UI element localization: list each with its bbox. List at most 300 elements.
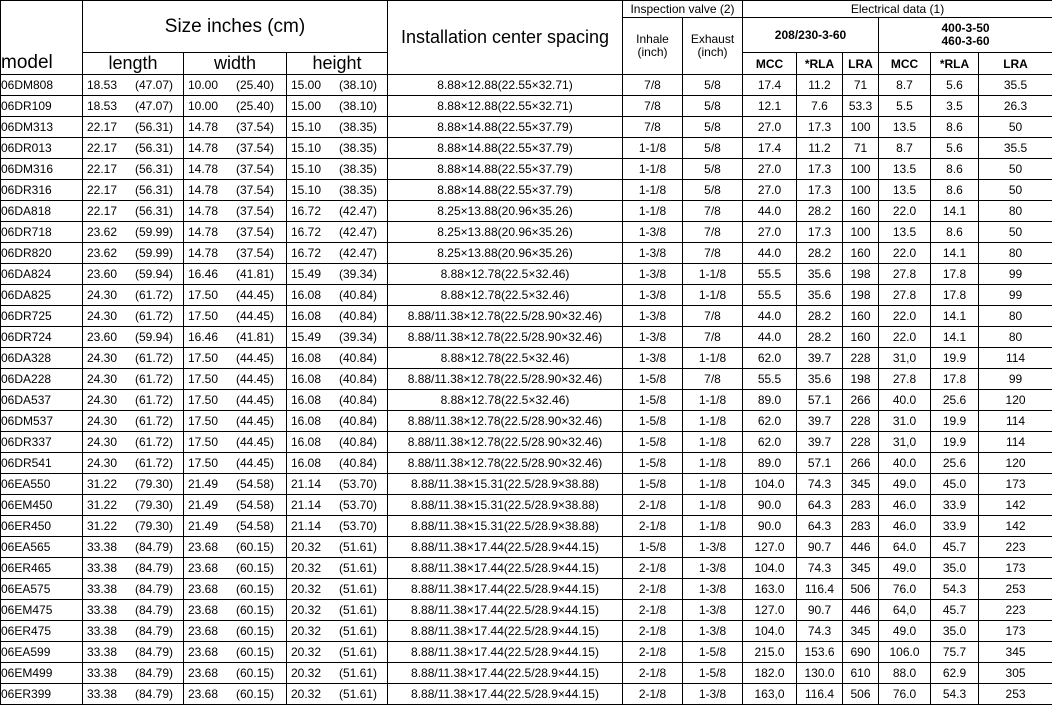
cell-model: 06DR337 (1, 432, 83, 453)
cell-lra-2: 173 (979, 558, 1052, 579)
cell-length (83, 348, 184, 369)
cell-model: 06ER465 (1, 558, 83, 579)
cell-length-inches: 24.30 (83, 370, 127, 388)
cell-exhaust: 1-3/8 (683, 558, 743, 579)
cell-rla-1: 7.6 (797, 96, 843, 117)
cell-model: 06EM499 (1, 663, 83, 684)
cell-rla-2: 35.0 (931, 558, 979, 579)
cell-mcc-1: 17.4 (743, 138, 797, 159)
cell-spacing: 8.88×14.88(22.55×37.79) (388, 117, 623, 138)
cell-spacing: 8.88/11.38×17.44(22.5/28.9×44.15) (388, 642, 623, 663)
table-row (1, 348, 1052, 369)
cell-length-inches: 23.60 (83, 328, 127, 346)
cell-mcc-2: 31,0 (879, 432, 931, 453)
cell-rla-1: 90.7 (797, 537, 843, 558)
cell-mcc-1: 104.0 (743, 558, 797, 579)
cell-length-inches: 23.60 (83, 265, 127, 283)
header-installation: Installation center spacing (388, 1, 623, 75)
cell-width (184, 390, 287, 411)
cell-rla-1: 153.6 (797, 642, 843, 663)
cell-model: 06DR541 (1, 453, 83, 474)
cell-length-inches: 23.62 (83, 244, 127, 262)
cell-inhale: 1-1/8 (623, 201, 683, 222)
cell-length-inches: 22.17 (83, 160, 127, 178)
cell-width-cm: (44.45) (228, 454, 274, 472)
cell-width-inches: 17.50 (184, 370, 228, 388)
cell-width-cm: (44.45) (228, 286, 274, 304)
cell-width-inches: 17.50 (184, 307, 228, 325)
cell-mcc-1: 27.0 (743, 180, 797, 201)
cell-spacing: 8.88×14.88(22.55×37.79) (388, 138, 623, 159)
cell-rla-2: 8.6 (931, 117, 979, 138)
table-row (1, 621, 1052, 642)
cell-inhale: 2-1/8 (623, 579, 683, 600)
cell-mcc-2: 46.0 (879, 495, 931, 516)
cell-length-cm: (56.31) (127, 181, 173, 199)
cell-spacing: 8.88/11.38×12.78(22.5/28.90×32.46) (388, 453, 623, 474)
cell-inhale: 1-1/8 (623, 180, 683, 201)
cell-lra-2: 253 (979, 684, 1052, 705)
cell-spacing: 8.88/11.38×12.78(22.5/28.90×32.46) (388, 411, 623, 432)
cell-lra-2: 142 (979, 516, 1052, 537)
cell-width (184, 495, 287, 516)
cell-model: 06DR316 (1, 180, 83, 201)
cell-length-cm: (84.79) (127, 601, 173, 619)
cell-width (184, 621, 287, 642)
cell-length-inches: 18.53 (83, 76, 127, 94)
cell-exhaust: 1-1/8 (683, 411, 743, 432)
cell-height-inches: 16.08 (287, 391, 331, 409)
cell-spacing: 8.88×12.78(22.5×32.46) (388, 390, 623, 411)
cell-rla-1: 57.1 (797, 453, 843, 474)
cell-rla-1: 116.4 (797, 684, 843, 705)
cell-exhaust: 1-1/8 (683, 474, 743, 495)
cell-width-inches: 21.49 (184, 517, 228, 535)
cell-width-inches: 23.68 (184, 664, 228, 682)
cell-length-cm: (56.31) (127, 202, 173, 220)
cell-exhaust: 5/8 (683, 159, 743, 180)
cell-width (184, 516, 287, 537)
cell-rla-2: 5.6 (931, 75, 979, 96)
cell-rla-1: 39.7 (797, 432, 843, 453)
cell-height-inches: 15.49 (287, 265, 331, 283)
header-electrical: Electrical data (1) (743, 1, 1052, 18)
cell-rla-1: 11.2 (797, 138, 843, 159)
cell-height (287, 285, 388, 306)
cell-width-cm: (60.15) (228, 538, 274, 556)
cell-height (287, 369, 388, 390)
cell-rla-2: 19.9 (931, 411, 979, 432)
cell-width (184, 306, 287, 327)
cell-rla-2: 62.9 (931, 663, 979, 684)
cell-rla-1: 64.3 (797, 516, 843, 537)
cell-rla-2: 17.8 (931, 285, 979, 306)
cell-height (287, 684, 388, 705)
cell-inhale: 2-1/8 (623, 663, 683, 684)
cell-height-cm: (42.47) (331, 223, 377, 241)
cell-width-cm: (60.15) (228, 622, 274, 640)
cell-width-inches: 14.78 (184, 160, 228, 178)
cell-width-inches: 17.50 (184, 412, 228, 430)
cell-model: 06DR013 (1, 138, 83, 159)
cell-width-inches: 10.00 (184, 76, 228, 94)
cell-length-inches: 33.38 (83, 580, 127, 598)
cell-inhale: 2-1/8 (623, 621, 683, 642)
cell-width-cm: (44.45) (228, 412, 274, 430)
cell-lra-2: 305 (979, 663, 1052, 684)
cell-lra-1: 160 (843, 327, 879, 348)
cell-inhale: 1-1/8 (623, 159, 683, 180)
cell-spacing: 8.88/11.38×12.78(22.5/28.90×32.46) (388, 327, 623, 348)
cell-rla-1: 28.2 (797, 327, 843, 348)
cell-model: 06DM316 (1, 159, 83, 180)
cell-mcc-2: 88.0 (879, 663, 931, 684)
cell-length (83, 579, 184, 600)
cell-width-inches: 17.50 (184, 349, 228, 367)
cell-rla-2: 17.8 (931, 369, 979, 390)
cell-rla-1: 17.3 (797, 159, 843, 180)
cell-spacing: 8.88/11.38×12.78(22.5/28.90×32.46) (388, 306, 623, 327)
cell-height-inches: 16.08 (287, 412, 331, 430)
cell-exhaust: 7/8 (683, 306, 743, 327)
cell-model: 06EA565 (1, 537, 83, 558)
cell-rla-2: 8.6 (931, 222, 979, 243)
cell-width-inches: 17.50 (184, 454, 228, 472)
table-row (1, 285, 1052, 306)
cell-mcc-1: 163.0 (743, 579, 797, 600)
cell-width (184, 96, 287, 117)
table-row (1, 600, 1052, 621)
cell-height-cm: (51.61) (331, 643, 377, 661)
cell-inhale: 2-1/8 (623, 600, 683, 621)
header-model: model (1, 1, 83, 75)
header-height: height (287, 53, 388, 75)
cell-mcc-1: 44.0 (743, 327, 797, 348)
cell-length (83, 495, 184, 516)
cell-length-cm: (56.31) (127, 160, 173, 178)
cell-exhaust: 5/8 (683, 138, 743, 159)
cell-width-cm: (54.58) (228, 475, 274, 493)
cell-length-cm: (47.07) (127, 97, 173, 115)
cell-model: 06DA824 (1, 264, 83, 285)
cell-height-cm: (38.35) (331, 160, 377, 178)
cell-length (83, 306, 184, 327)
cell-exhaust: 7/8 (683, 222, 743, 243)
cell-width-cm: (60.15) (228, 685, 274, 703)
cell-length-cm: (59.94) (127, 328, 173, 346)
cell-width-inches: 14.78 (184, 223, 228, 241)
cell-width-cm: (44.45) (228, 391, 274, 409)
cell-width (184, 432, 287, 453)
cell-width (184, 285, 287, 306)
cell-lra-2: 35.5 (979, 138, 1052, 159)
cell-exhaust: 1-3/8 (683, 684, 743, 705)
cell-model: 06DA825 (1, 285, 83, 306)
cell-length-cm: (59.94) (127, 265, 173, 283)
cell-inhale: 1-5/8 (623, 474, 683, 495)
cell-height-inches: 16.08 (287, 286, 331, 304)
cell-rla-1: 39.7 (797, 411, 843, 432)
cell-length (83, 474, 184, 495)
cell-lra-2: 80 (979, 201, 1052, 222)
cell-width (184, 75, 287, 96)
cell-spacing: 8.88×12.78(22.5×32.46) (388, 285, 623, 306)
cell-exhaust: 1-1/8 (683, 285, 743, 306)
cell-lra-1: 690 (843, 642, 879, 663)
cell-inhale: 2-1/8 (623, 516, 683, 537)
cell-inhale: 1-5/8 (623, 453, 683, 474)
cell-width (184, 159, 287, 180)
cell-length-inches: 22.17 (83, 118, 127, 136)
cell-width (184, 369, 287, 390)
cell-exhaust: 1-1/8 (683, 264, 743, 285)
cell-length (83, 390, 184, 411)
cell-lra-2: 345 (979, 642, 1052, 663)
cell-height (287, 495, 388, 516)
cell-rla-2: 25.6 (931, 390, 979, 411)
cell-length (83, 285, 184, 306)
cell-height-cm: (39.34) (331, 265, 377, 283)
header-width: width (184, 53, 287, 75)
header-inhale: Inhale (inch) (623, 18, 683, 75)
cell-rla-1: 57.1 (797, 390, 843, 411)
cell-mcc-2: 8.7 (879, 75, 931, 96)
cell-length-inches: 23.62 (83, 223, 127, 241)
cell-mcc-1: 104.0 (743, 621, 797, 642)
cell-mcc-2: 5.5 (879, 96, 931, 117)
cell-length (83, 138, 184, 159)
cell-width-inches: 23.68 (184, 601, 228, 619)
cell-exhaust: 1-1/8 (683, 495, 743, 516)
cell-height-cm: (42.47) (331, 244, 377, 262)
cell-length-inches: 31.22 (83, 475, 127, 493)
cell-model: 06DA328 (1, 348, 83, 369)
cell-height (287, 516, 388, 537)
cell-lra-2: 173 (979, 474, 1052, 495)
cell-length-inches: 24.30 (83, 454, 127, 472)
cell-mcc-2: 27.8 (879, 369, 931, 390)
cell-width (184, 474, 287, 495)
cell-width-cm: (37.54) (228, 223, 274, 241)
cell-mcc-2: 31.0 (879, 411, 931, 432)
cell-rla-2: 14.1 (931, 327, 979, 348)
cell-height-cm: (38.35) (331, 181, 377, 199)
cell-rla-2: 45.7 (931, 600, 979, 621)
cell-rla-2: 33.9 (931, 516, 979, 537)
cell-rla-1: 116.4 (797, 579, 843, 600)
cell-exhaust: 7/8 (683, 243, 743, 264)
cell-rla-2: 17.8 (931, 264, 979, 285)
cell-rla-2: 5.6 (931, 138, 979, 159)
cell-exhaust: 1-5/8 (683, 642, 743, 663)
cell-mcc-2: 22.0 (879, 327, 931, 348)
cell-length-cm: (61.72) (127, 391, 173, 409)
cell-length-inches: 22.17 (83, 181, 127, 199)
header-lra-2: LRA (979, 53, 1052, 75)
cell-inhale: 1-3/8 (623, 348, 683, 369)
cell-length-cm: (84.79) (127, 538, 173, 556)
cell-lra-2: 99 (979, 264, 1052, 285)
cell-lra-2: 223 (979, 537, 1052, 558)
cell-lra-1: 446 (843, 600, 879, 621)
cell-width (184, 180, 287, 201)
cell-height-inches: 15.10 (287, 181, 331, 199)
cell-height (287, 390, 388, 411)
cell-spacing: 8.25×13.88(20.96×35.26) (388, 243, 623, 264)
cell-rla-2: 14.1 (931, 201, 979, 222)
cell-width (184, 600, 287, 621)
cell-height-inches: 20.32 (287, 601, 331, 619)
cell-length-inches: 33.38 (83, 643, 127, 661)
cell-width-inches: 17.50 (184, 391, 228, 409)
cell-length (83, 96, 184, 117)
cell-lra-2: 173 (979, 621, 1052, 642)
cell-width (184, 201, 287, 222)
cell-rla-2: 19.9 (931, 348, 979, 369)
cell-lra-1: 71 (843, 75, 879, 96)
cell-exhaust: 7/8 (683, 327, 743, 348)
cell-width (184, 411, 287, 432)
cell-width-inches: 14.78 (184, 181, 228, 199)
cell-mcc-2: 49.0 (879, 558, 931, 579)
cell-exhaust: 1-3/8 (683, 621, 743, 642)
cell-inhale: 1-5/8 (623, 537, 683, 558)
cell-height-inches: 20.32 (287, 580, 331, 598)
cell-rla-2: 8.6 (931, 159, 979, 180)
table-row (1, 516, 1052, 537)
cell-inhale: 1-1/8 (623, 138, 683, 159)
cell-inhale: 1-3/8 (623, 243, 683, 264)
cell-height-inches: 15.00 (287, 97, 331, 115)
cell-height (287, 600, 388, 621)
cell-exhaust: 1-3/8 (683, 579, 743, 600)
cell-height (287, 642, 388, 663)
cell-model: 06DR109 (1, 96, 83, 117)
table-row (1, 432, 1052, 453)
header-mcc-1: MCC (743, 53, 797, 75)
cell-width (184, 264, 287, 285)
cell-lra-2: 50 (979, 180, 1052, 201)
cell-model: 06EA599 (1, 642, 83, 663)
cell-mcc-1: 182.0 (743, 663, 797, 684)
cell-spacing: 8.88/11.38×17.44(22.5/28.9×44.15) (388, 579, 623, 600)
cell-height-cm: (51.61) (331, 538, 377, 556)
table-row (1, 264, 1052, 285)
table-row (1, 453, 1052, 474)
cell-width-inches: 23.68 (184, 622, 228, 640)
cell-exhaust: 7/8 (683, 369, 743, 390)
cell-width (184, 138, 287, 159)
cell-width-inches: 21.49 (184, 475, 228, 493)
cell-mcc-2: 13.5 (879, 159, 931, 180)
cell-spacing: 8.88/11.38×12.78(22.5/28.90×32.46) (388, 369, 623, 390)
cell-lra-1: 160 (843, 243, 879, 264)
cell-length (83, 453, 184, 474)
cell-height (287, 138, 388, 159)
table-row (1, 96, 1052, 117)
cell-rla-1: 74.3 (797, 558, 843, 579)
cell-height (287, 558, 388, 579)
cell-width-cm: (25.40) (228, 97, 274, 115)
table-row (1, 180, 1052, 201)
cell-height (287, 432, 388, 453)
cell-length (83, 537, 184, 558)
cell-model: 06EA550 (1, 474, 83, 495)
cell-height (287, 579, 388, 600)
cell-height-inches: 15.00 (287, 76, 331, 94)
cell-rla-1: 28.2 (797, 201, 843, 222)
cell-width-inches: 21.49 (184, 496, 228, 514)
cell-width-cm: (44.45) (228, 370, 274, 388)
cell-length-cm: (79.30) (127, 496, 173, 514)
cell-mcc-1: 62.0 (743, 432, 797, 453)
cell-width (184, 453, 287, 474)
cell-width-cm: (25.40) (228, 76, 274, 94)
cell-height-inches: 20.32 (287, 685, 331, 703)
cell-inhale: 1-3/8 (623, 285, 683, 306)
cell-height (287, 306, 388, 327)
cell-height-inches: 15.10 (287, 118, 331, 136)
table-row (1, 537, 1052, 558)
cell-mcc-1: 215.0 (743, 642, 797, 663)
cell-mcc-1: 17.4 (743, 75, 797, 96)
cell-height-cm: (40.84) (331, 286, 377, 304)
cell-length-cm: (84.79) (127, 643, 173, 661)
cell-height-inches: 16.08 (287, 454, 331, 472)
cell-length (83, 159, 184, 180)
cell-width-inches: 17.50 (184, 286, 228, 304)
table-row (1, 663, 1052, 684)
cell-lra-2: 114 (979, 432, 1052, 453)
cell-rla-1: 35.6 (797, 264, 843, 285)
table-row (1, 75, 1052, 96)
cell-lra-1: 506 (843, 579, 879, 600)
cell-width-cm: (60.15) (228, 601, 274, 619)
cell-lra-1: 160 (843, 201, 879, 222)
cell-lra-1: 283 (843, 495, 879, 516)
table-row (1, 369, 1052, 390)
cell-model: 06ER475 (1, 621, 83, 642)
cell-rla-1: 35.6 (797, 369, 843, 390)
cell-height-inches: 20.32 (287, 538, 331, 556)
cell-width (184, 537, 287, 558)
cell-height-cm: (51.61) (331, 622, 377, 640)
cell-width-inches: 17.50 (184, 433, 228, 451)
cell-width (184, 222, 287, 243)
cell-width-cm: (44.45) (228, 307, 274, 325)
cell-lra-1: 198 (843, 285, 879, 306)
cell-width-cm: (37.54) (228, 160, 274, 178)
cell-spacing: 8.88/11.38×17.44(22.5/28.9×44.15) (388, 600, 623, 621)
table-row (1, 411, 1052, 432)
table-row (1, 327, 1052, 348)
table-row (1, 138, 1052, 159)
cell-length (83, 369, 184, 390)
cell-mcc-1: 27.0 (743, 159, 797, 180)
header-size: Size inches (cm) (83, 1, 388, 53)
cell-length-inches: 33.38 (83, 685, 127, 703)
cell-model: 06DA537 (1, 390, 83, 411)
cell-mcc-2: 64.0 (879, 537, 931, 558)
cell-width-cm: (37.54) (228, 118, 274, 136)
cell-rla-1: 64.3 (797, 495, 843, 516)
cell-height-cm: (40.84) (331, 391, 377, 409)
cell-exhaust: 7/8 (683, 201, 743, 222)
cell-height-inches: 16.72 (287, 223, 331, 241)
cell-width (184, 663, 287, 684)
cell-length-inches: 33.38 (83, 559, 127, 577)
cell-length (83, 243, 184, 264)
